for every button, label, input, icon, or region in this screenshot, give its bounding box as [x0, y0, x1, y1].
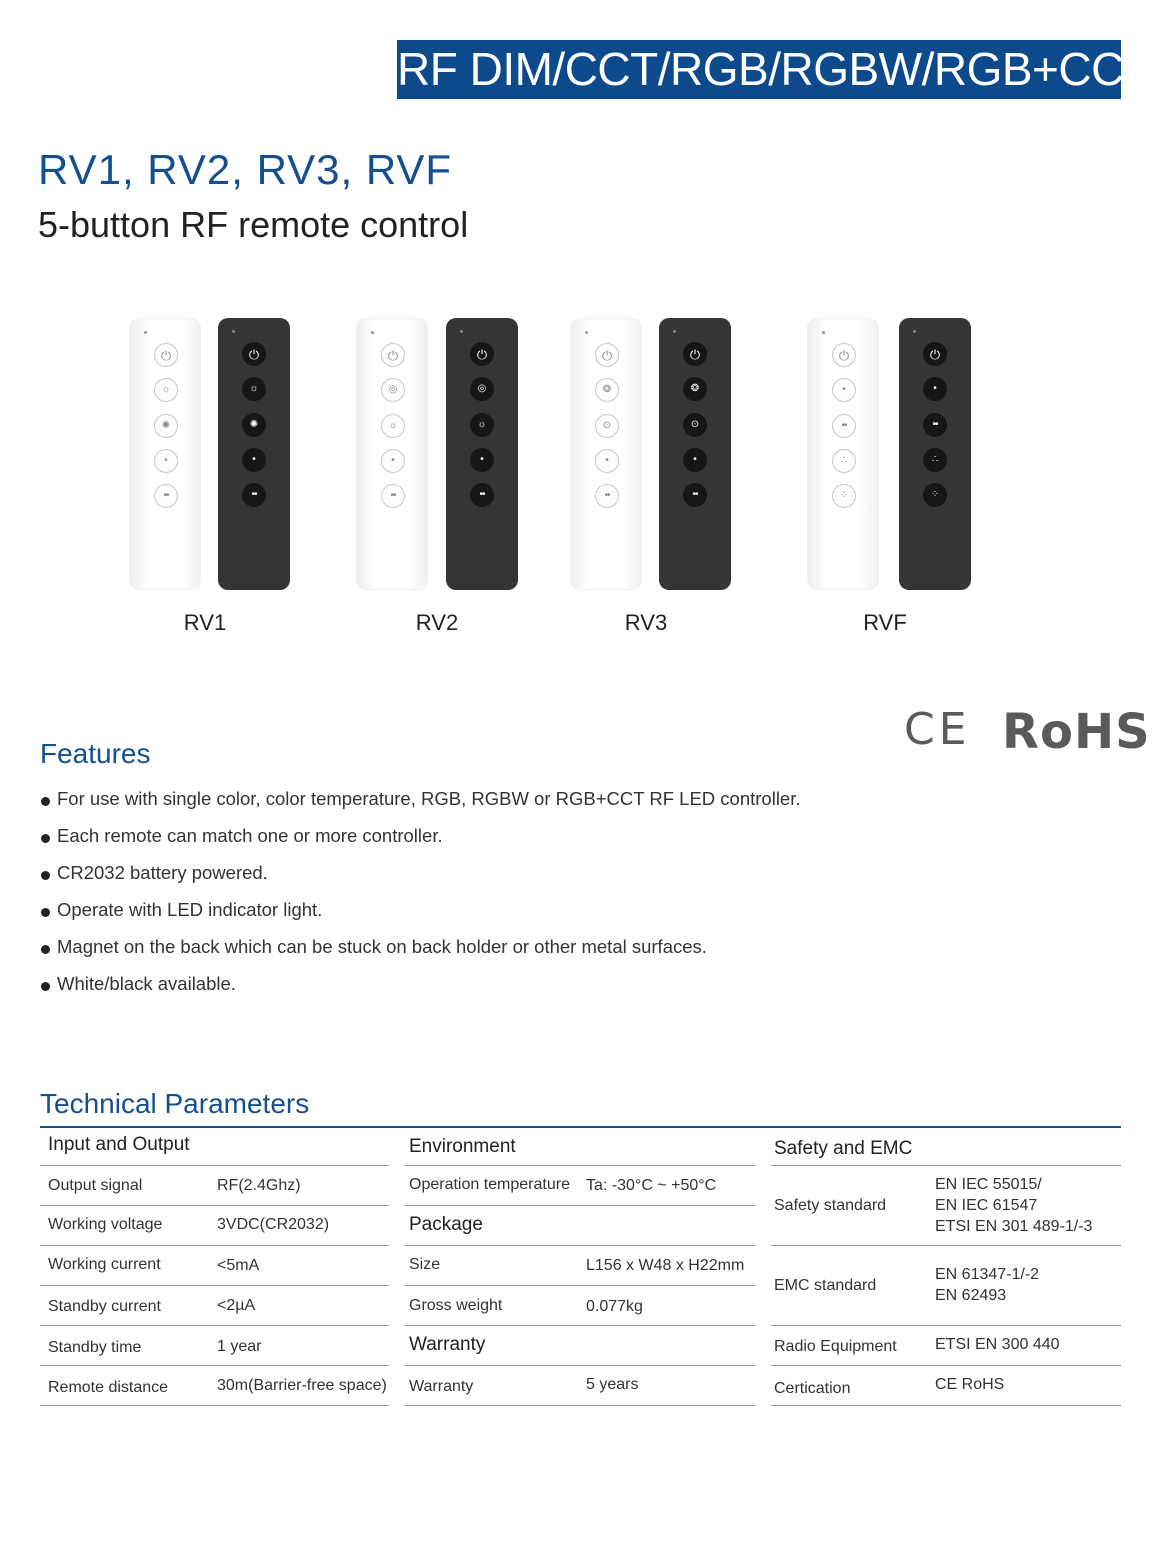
bullet-icon [41, 834, 50, 843]
tech-heading: Technical Parameters [40, 1088, 310, 1119]
two-dots-icon: •• [923, 413, 947, 437]
rv3-remote-black [659, 318, 731, 590]
page-title: RV1, RV2, RV3, RVF [38, 146, 453, 193]
list-item: For use with single color, color temperature, RGB, RGBW or RGB+CCT RF LED controller. [40, 788, 940, 825]
feature-list [40, 788, 940, 1010]
cct-icon: ◎ [470, 377, 494, 401]
certification-logos [904, 704, 1151, 764]
power-icon: ⏻ [595, 343, 619, 367]
table-row [40, 1206, 389, 1246]
table-row [40, 1166, 389, 1206]
safety-emc-table [771, 1128, 1121, 1406]
param-name: Radio Equipment [774, 1338, 897, 1355]
header-banner: RF DIM/CCT/RGB/RGBW/RGB+CCT [397, 40, 1121, 99]
param-value: 1 year [217, 1338, 262, 1355]
remote-model-label: RV2 [415, 610, 459, 635]
sun-icon: ☼ [242, 377, 266, 401]
param-value: <5mA [217, 1257, 260, 1274]
power-icon: ⏻ [683, 342, 707, 366]
table-heading-row [405, 1128, 755, 1166]
table-row [771, 1246, 1121, 1326]
param-name: Certication [774, 1380, 851, 1397]
bullet-icon [41, 945, 50, 954]
power-icon: ⏻ [832, 343, 856, 367]
cct-icon: ◎ [381, 378, 405, 402]
led-indicator [822, 331, 825, 334]
warranty-heading: Warranty [409, 1334, 486, 1355]
environment-heading: Environment [409, 1136, 516, 1157]
table-row [405, 1366, 755, 1406]
bullet-icon [41, 797, 50, 806]
package-heading: Package [409, 1214, 483, 1235]
three-dots-icon: ∴ [832, 449, 856, 473]
remote-model-label: RVF [863, 610, 907, 635]
rv1-remote-black [218, 318, 290, 590]
remote-model-label: RV3 [624, 610, 668, 635]
param-value: EN 61347-1/-2 EN 62493 [935, 1266, 1040, 1304]
param-name: Gross weight [409, 1297, 503, 1314]
power-icon: ⏻ [381, 343, 405, 367]
param-value: 5 years [586, 1376, 639, 1393]
param-value: RF(2.4Ghz) [217, 1177, 301, 1194]
page-subtitle: 5-button RF remote control [38, 204, 469, 245]
param-value: 30m(Barrier-free space) [217, 1377, 387, 1394]
table-row [771, 1326, 1121, 1366]
table-heading-row [405, 1206, 755, 1246]
bullet-icon [41, 871, 50, 880]
input-output-table [40, 1128, 389, 1406]
dot-icon: • [154, 449, 178, 473]
bullet-icon [41, 982, 50, 991]
table-row [40, 1366, 389, 1406]
param-name: Warranty [409, 1378, 474, 1395]
table-row [771, 1166, 1121, 1246]
list-item: Magnet on the back which can be stuck on back holder or other metal surfaces. [40, 936, 940, 973]
param-name: Working current [48, 1256, 161, 1273]
sun-small-icon: ✺ [242, 413, 266, 437]
table-heading-row [405, 1326, 755, 1366]
param-name: Working voltage [48, 1216, 163, 1233]
power-icon: ⏻ [242, 342, 266, 366]
table-heading-row [771, 1128, 1121, 1166]
remote-model-label: RV1 [183, 610, 227, 635]
dot-icon: • [381, 449, 405, 473]
two-dots-icon: •• [470, 483, 494, 507]
rv2-remote-black [446, 318, 518, 590]
sun-icon: ☼ [470, 413, 494, 437]
dot-icon: • [923, 377, 947, 401]
color-wheel-icon: ❂ [683, 377, 707, 401]
play-icon: ⊙ [595, 414, 619, 438]
rvf-remote-black [899, 318, 971, 590]
param-name: Remote distance [48, 1379, 169, 1396]
rvf-remote-white [807, 318, 879, 590]
led-indicator [232, 330, 235, 333]
led-indicator [913, 330, 916, 333]
sun-icon: ☼ [381, 414, 405, 438]
param-value: Ta: -30°C ~ +50°C [586, 1177, 717, 1194]
four-dots-icon: ⁘ [923, 483, 947, 507]
table-row [405, 1166, 755, 1206]
table-row [40, 1246, 389, 1286]
led-indicator [673, 330, 676, 333]
led-indicator [585, 331, 588, 334]
param-name: Output signal [48, 1177, 143, 1194]
table-row [40, 1326, 389, 1366]
bullet-icon [41, 908, 50, 917]
param-value: 3VDC(CR2032) [217, 1216, 330, 1233]
two-dots-icon: •• [242, 483, 266, 507]
param-value: 0.077kg [586, 1298, 643, 1315]
two-dots-icon: •• [154, 484, 178, 508]
rohs-logo: RoHS [1002, 704, 1151, 760]
color-wheel-icon: ❂ [595, 378, 619, 402]
two-dots-icon: •• [683, 483, 707, 507]
param-value: ETSI EN 300 440 [935, 1336, 1060, 1353]
led-indicator [460, 330, 463, 333]
table-row [405, 1246, 755, 1286]
power-icon: ⏻ [154, 343, 178, 367]
list-item: White/black available. [40, 973, 940, 1010]
list-item: Each remote can match one or more controller. [40, 825, 940, 862]
ce-logo: CE [904, 704, 971, 755]
two-dots-icon: •• [381, 484, 405, 508]
led-indicator [371, 331, 374, 334]
param-name: EMC standard [774, 1277, 877, 1294]
param-value: EN IEC 55015/ EN IEC 61547 ETSI EN 301 489-1/-3 [935, 1176, 1093, 1235]
table-row [40, 1286, 389, 1326]
dot-icon: • [832, 378, 856, 402]
three-dots-icon: ∴ [923, 448, 947, 472]
dot-icon: • [683, 448, 707, 472]
four-dots-icon: ⁘ [832, 484, 856, 508]
dot-icon: • [242, 448, 266, 472]
led-indicator [144, 331, 147, 334]
safety-emc-heading: Safety and EMC [774, 1138, 913, 1159]
rv3-remote-white [570, 318, 642, 590]
input-output-heading: Input and Output [48, 1134, 190, 1155]
dot-icon: • [595, 449, 619, 473]
power-icon: ⏻ [923, 342, 947, 366]
table-heading-row [40, 1128, 389, 1166]
param-value: <2µA [217, 1297, 256, 1314]
environment-package-warranty-table [405, 1128, 755, 1406]
features-heading: Features [40, 738, 151, 769]
list-item: CR2032 battery powered. [40, 862, 940, 899]
param-name: Standby time [48, 1339, 142, 1356]
param-value: L156 x W48 x H22mm [586, 1257, 745, 1274]
param-name: Standby current [48, 1298, 161, 1315]
two-dots-icon: •• [595, 484, 619, 508]
rv1-remote-white [129, 318, 201, 590]
table-row [405, 1286, 755, 1326]
table-row [771, 1366, 1121, 1406]
play-icon: ⊙ [683, 413, 707, 437]
rv2-remote-white [356, 318, 428, 590]
list-item: Operate with LED indicator light. [40, 899, 940, 936]
param-value: CE RoHS [935, 1376, 1005, 1393]
dot-icon: • [470, 448, 494, 472]
param-name: Safety standard [774, 1197, 887, 1214]
power-icon: ⏻ [470, 342, 494, 366]
param-name: Size [409, 1256, 441, 1273]
sun-small-icon: ✺ [154, 414, 178, 438]
param-name: Operation temperature [409, 1176, 570, 1193]
two-dots-icon: •• [832, 414, 856, 438]
sun-icon: ☼ [154, 378, 178, 402]
